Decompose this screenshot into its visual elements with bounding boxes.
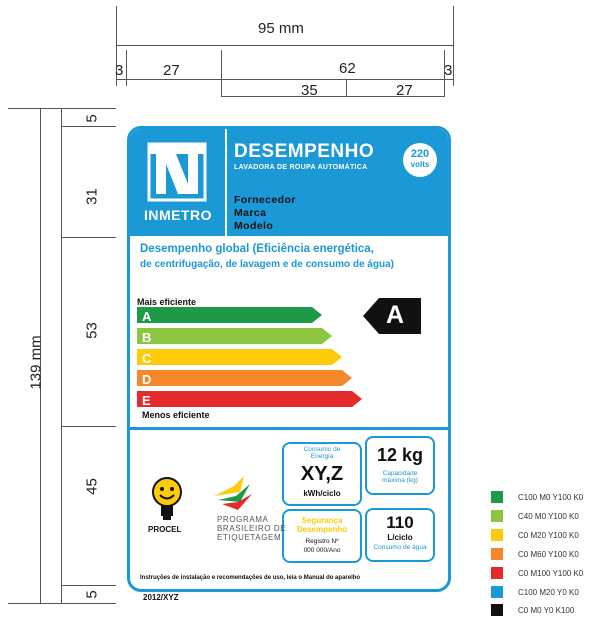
dim-left-margin: 3 (115, 62, 124, 79)
dim-left-vertical-inner (61, 108, 62, 603)
legend-text-yellow: C0 M20 Y100 K0 (518, 531, 579, 540)
dim-left-tick-31 (61, 237, 116, 238)
label-header (130, 129, 448, 236)
dim-total-height: 139 mm (27, 335, 45, 390)
legend-text-red: C0 M100 Y100 K0 (518, 569, 584, 578)
efficiency-bar-e (137, 391, 362, 407)
dim-total-width-line (116, 45, 454, 46)
dim-right-sub-right: 27 (396, 82, 413, 99)
dim-total-width: 95 mm (258, 20, 304, 37)
footer-code: 2012/XYZ (143, 593, 179, 602)
volts-number: 220 (410, 148, 430, 160)
registro-label: Registro Nº (305, 538, 339, 545)
efficiency-bar-c (137, 349, 342, 365)
section-divider (130, 427, 448, 430)
dim-lower-height: 45 (83, 478, 101, 495)
legend-swatch-blue (491, 586, 503, 598)
dim-tick-3a (126, 50, 127, 86)
procel-label: PROCEL (148, 525, 182, 534)
energy-consumption-box (282, 442, 362, 506)
capacity-caption: Capacidade máxima (kg) (382, 470, 418, 484)
mais-eficiente-label: Mais eficiente (137, 297, 197, 307)
legend-swatch-light-green (491, 510, 503, 522)
legend-text-black: C0 M0 Y0 K100 (518, 606, 575, 615)
energy-value: XY,Z (300, 463, 344, 485)
water-box (365, 508, 435, 562)
legend-text-light-green: C40 M0 Y100 K0 (518, 512, 579, 521)
capacity-value: 12 kg (376, 445, 424, 465)
dim-top-tick-right (453, 6, 454, 86)
menos-eficiente-label: Menos eficiente (142, 410, 210, 420)
label-subtitle: LAVADORA DE ROUPA AUTOMÁTICA (234, 164, 368, 171)
efficiency-bars (137, 307, 377, 417)
efficiency-bar-a (137, 307, 322, 323)
legend-text-orange: C0 M60 Y100 K0 (518, 550, 579, 559)
water-value: 110 (386, 513, 414, 532)
bar-letter-a: A (142, 309, 152, 324)
field-fornecedor: Fornecedor (234, 194, 296, 206)
dim-right-column: 62 (339, 60, 356, 77)
bar-letter-d: D (142, 372, 152, 387)
dim-top-margin: 5 (83, 114, 101, 123)
energy-box-title: Consumo de Energia (303, 446, 341, 460)
performance-title: Desempenho global (Eficiência energética, (140, 243, 374, 255)
energy-label (127, 126, 451, 592)
volts-badge (403, 143, 437, 177)
instructions-note: Instruções de instalação e recomendações de uso, leia o Manual do aparelho (140, 575, 361, 581)
volts-unit: volts (410, 160, 430, 169)
dim-left-column: 27 (163, 62, 180, 79)
bar-letter-e: E (142, 393, 151, 408)
pbe-line-2: BRASILEIRO DE (217, 524, 287, 533)
performance-subtitle: de centrifugação, de lavagem e de consumo de água) (140, 259, 394, 270)
registro-value: 000 000/Ano (303, 547, 341, 554)
dim-bottom-margin: 5 (83, 590, 101, 599)
dim-tick-27-62 (221, 50, 222, 96)
bar-letter-c: C (142, 351, 152, 366)
energy-unit: kWh/ciclo (303, 489, 341, 498)
legend-swatch-red (491, 567, 503, 579)
safety-box (282, 509, 362, 563)
dim-middle-height: 53 (83, 322, 101, 339)
label-title: DESEMPENHO (234, 141, 375, 162)
inmetro-logo-icon (147, 142, 207, 202)
legend-swatch-yellow (491, 529, 503, 541)
legend-swatch-orange (491, 548, 503, 560)
procel-lightbulb-icon (150, 476, 184, 522)
grade-letter: A (386, 301, 405, 329)
pbe-logo-icon (210, 474, 256, 514)
pbe-line-1: PROGRAMA (217, 515, 269, 524)
safety-title: Segurança Desempenho (296, 516, 348, 534)
legend-text-blue: C100 M20 Y0 K0 (518, 588, 579, 597)
dim-right-margin: 3 (444, 62, 453, 79)
pbe-line-3: ETIQUETAGEM (217, 533, 282, 542)
bar-letter-b: B (142, 330, 152, 345)
dim-tick-35-27 (346, 80, 347, 97)
field-modelo: Modelo (234, 220, 274, 232)
inmetro-box (130, 129, 227, 236)
legend-swatch-green (491, 491, 503, 503)
capacity-box (365, 436, 435, 495)
dim-right-sub-left: 35 (301, 82, 318, 99)
inmetro-name: INMETRO (143, 207, 213, 223)
water-caption: Consumo de água (373, 544, 427, 551)
field-marca: Marca (234, 207, 267, 219)
dim-row2-line (116, 79, 454, 80)
legend-text-green: C100 M0 Y100 K0 (518, 493, 584, 502)
efficiency-bar-b (137, 328, 332, 344)
water-unit: L/ciclo (387, 533, 413, 542)
legend-swatch-black (491, 604, 503, 616)
dim-left-tick-53 (61, 426, 116, 427)
dim-header-height: 31 (83, 188, 101, 205)
efficiency-bar-d (137, 370, 352, 386)
